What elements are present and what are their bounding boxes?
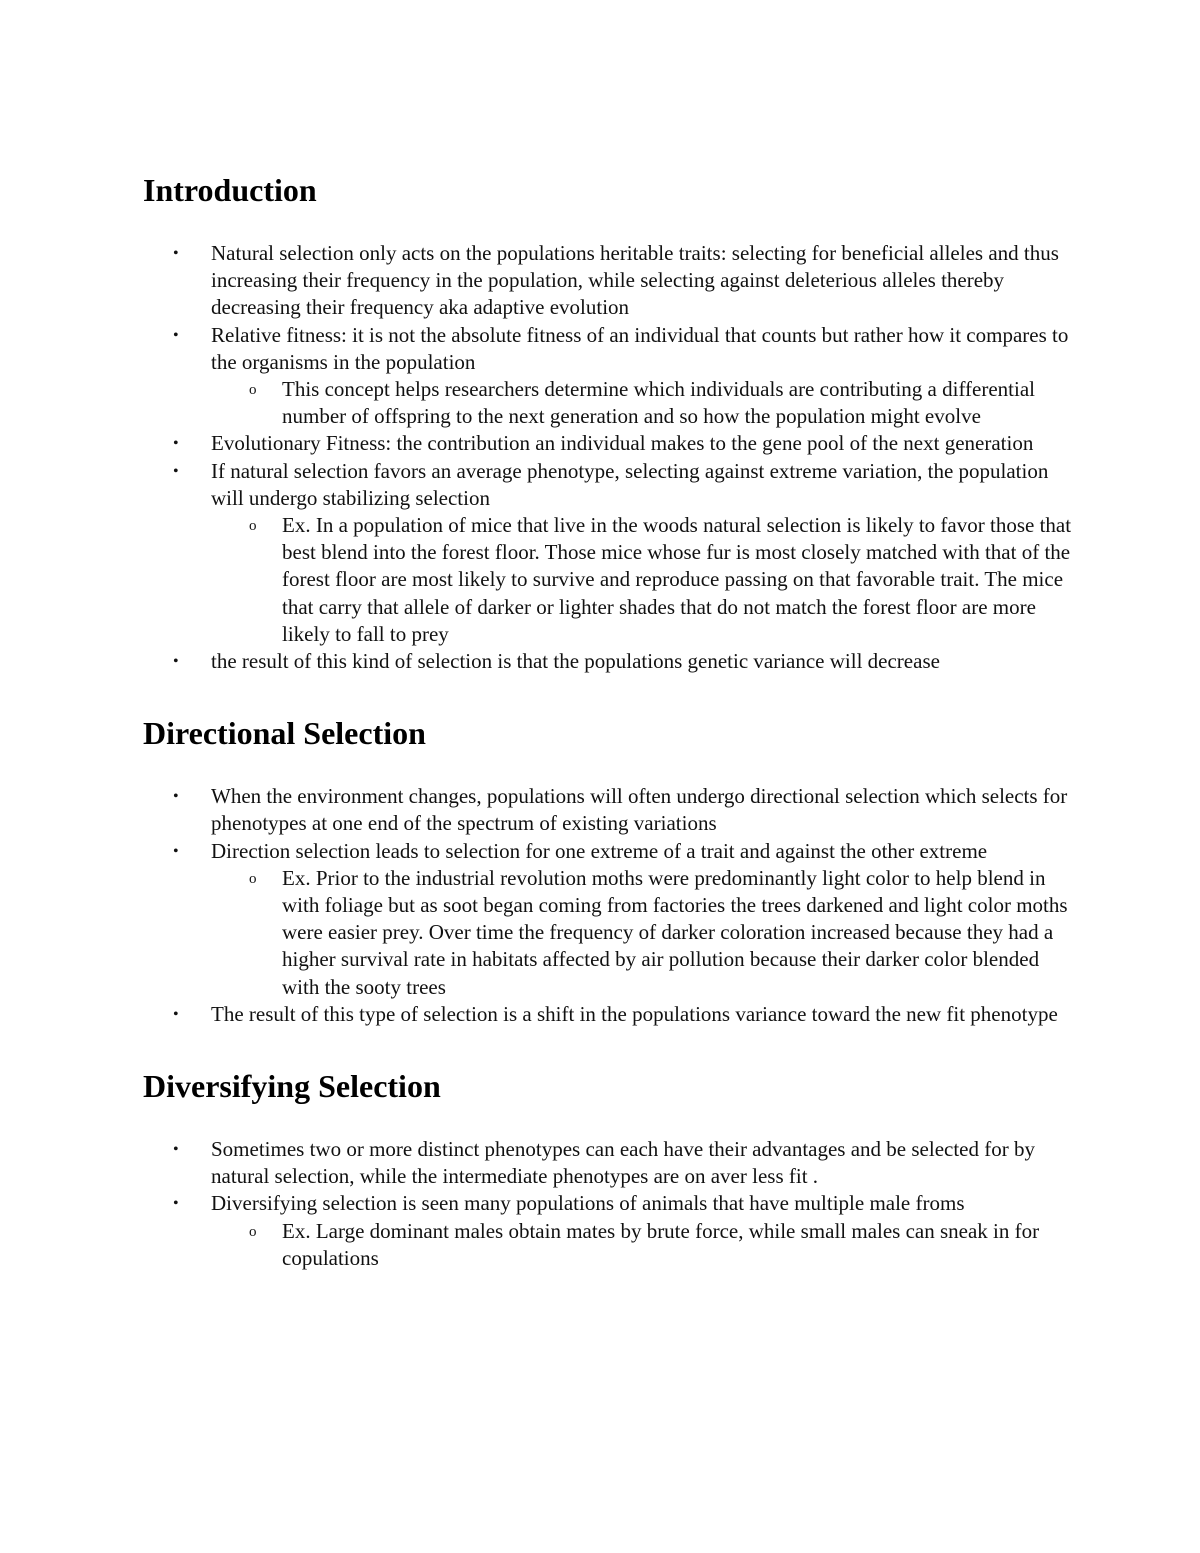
bullet-icon: •	[173, 1005, 179, 1023]
sub-bullet-icon: o	[249, 870, 257, 887]
sub-bullet-icon: o	[249, 1223, 257, 1240]
bullet-icon: •	[173, 245, 179, 262]
section-heading: Directional Selection	[143, 715, 426, 752]
sub-bullet-list	[211, 1218, 1073, 1272]
sub-list-item	[211, 376, 1073, 430]
bullet-icon: •	[173, 1141, 179, 1159]
sub-bullet-icon: o	[249, 518, 257, 535]
list-item	[143, 322, 1073, 431]
list-item-text: If natural selection favors an average phenotype, selecting against extreme variation, the population will undergo stabilizing selection	[211, 458, 1049, 510]
section-diversifying-selection	[143, 1064, 1073, 1272]
sub-list-item-text: Ex. Prior to the industrial revolution moths were predominantly light color to help blend in with foliage but as soot began coming from factories the trees darkened and light color moths were easier prey. Over time the frequency of darker coloration increased because they had a higher survival rate in habitats affected by air pollution because their darker color blended with the sooty trees	[282, 865, 1068, 999]
bullet-icon: •	[173, 462, 179, 480]
bullet-icon: •	[173, 326, 179, 344]
sub-bullet-list	[211, 376, 1073, 430]
sub-list-item	[211, 865, 1073, 1001]
list-item-text: Relative fitness: it is not the absolute fitness of an individual that counts but rather how it compares to the organisms in the population	[211, 322, 1069, 374]
list-item-text: Sometimes two or more distinct phenotypes can each have their advantages and be selected for by natural selection, while the intermediate phenotypes are on aver less fit .	[211, 1137, 1035, 1189]
list-item-text: Evolutionary Fitness: the contribution an individual makes to the gene pool of the next generation	[211, 431, 1034, 456]
sub-list-item-text: Ex. In a population of mice that live in the woods natural selection is likely to favor those that best blend into the forest floor. Those mice whose fur is most closely matched with that of the forest floor are most likely to survive and reproduce passing on that favorable trait. The mice that carry that allele of darker or lighter shades that do not match the forest floor are more likely to fall to prey	[282, 513, 1072, 646]
sub-list-item-text: Ex. Large dominant males obtain mates by brute force, while small males can sneak in for copulations	[282, 1218, 1040, 1270]
list-item	[143, 838, 1073, 1001]
document-page	[143, 168, 1073, 1272]
list-item-text: the result of this kind of selection is that the populations genetic variance will decrease	[211, 649, 940, 674]
sub-list-item	[211, 512, 1073, 648]
bullet-icon: •	[173, 435, 179, 453]
sub-bullet-list	[211, 512, 1073, 648]
bullet-list	[143, 1136, 1073, 1272]
bullet-icon: •	[173, 788, 179, 806]
list-item	[143, 1001, 1073, 1028]
bullet-icon: •	[173, 1195, 179, 1213]
list-item-text: Direction selection leads to selection for one extreme of a trait and against the other extreme	[211, 838, 988, 863]
list-item	[143, 1136, 1073, 1190]
sub-bullet-list	[211, 865, 1073, 1001]
list-item	[143, 430, 1073, 457]
list-item	[143, 458, 1073, 648]
section-heading: Introduction	[143, 172, 317, 208]
list-item-text: Natural selection only acts on the populations heritable traits: selecting for beneficial alleles and thus increasing their frequency in the population, while selecting against deleterious alleles thereby decreasing their frequency aka adaptive evolution	[211, 241, 1059, 320]
list-item-text: Diversifying selection is seen many populations of animals that have multiple male froms	[211, 1191, 965, 1216]
bullet-list	[143, 240, 1073, 675]
bullet-list	[143, 783, 1073, 1028]
list-item	[143, 648, 1073, 675]
sub-list-item-text: This concept helps researchers determine which individuals are contributing a differential number of offspring to the next generation and so how the population might evolve	[282, 377, 1036, 429]
bullet-icon: •	[173, 653, 179, 671]
list-item	[143, 240, 1073, 322]
sub-bullet-icon: o	[249, 382, 257, 399]
section-directional-selection	[143, 711, 1073, 1028]
sub-list-item	[211, 1218, 1073, 1272]
section-heading: Diversifying Selection	[143, 1068, 441, 1105]
list-item-text: When the environment changes, populations will often undergo directional selection which selects for phenotypes at one end of the spectrum of existing variations	[211, 784, 1068, 836]
list-item	[143, 783, 1073, 837]
list-item-text: The result of this type of selection is a shift in the populations variance toward the new fit phenotype	[211, 1001, 1058, 1026]
bullet-icon: •	[173, 842, 179, 860]
list-item	[143, 1190, 1073, 1272]
section-introduction	[143, 168, 1073, 675]
